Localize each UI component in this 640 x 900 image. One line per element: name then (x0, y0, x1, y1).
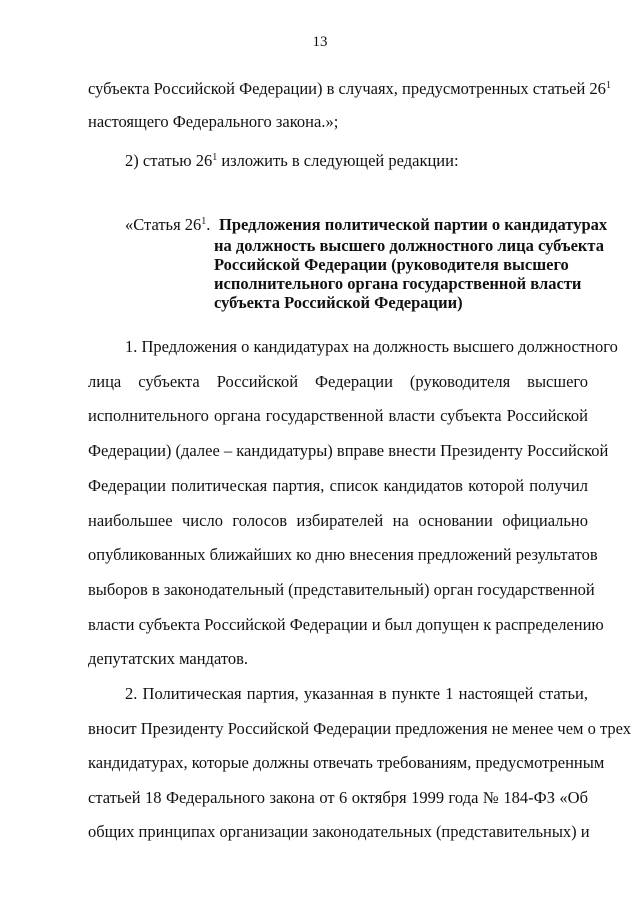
article-title-line: Российской Федерации (руководителя высшего (214, 255, 569, 274)
article-title-line: Предложения политической партии о кандидатурах (219, 215, 608, 234)
list-item-2 (125, 150, 459, 172)
article-title (214, 214, 608, 312)
paragraph-1-line: опубликованных ближайших ко дню внесения предложений результатов (88, 545, 598, 564)
paragraph-2-line: кандидатурах, которые должны отвечать требованиям, предусмотренным (88, 753, 605, 772)
paragraph-1-line: выборов в законодательный (представительный) орган государственной (88, 580, 595, 599)
article-title-line: субъекта Российской Федерации) (214, 293, 463, 312)
article-lead: «Статья 26 (125, 215, 202, 234)
paragraph-1-line: Федерации) (далее – кандидатуры) вправе внести Президенту Российской (88, 441, 609, 460)
paragraph-1-line: депутатских мандатов. (88, 649, 248, 668)
text-line-body: субъекта Российской Федерации) в случаях, предусмотренных статьей 26 (88, 79, 606, 98)
paragraph-2-line: статьей 18 Федерального закона от 6 октября 1999 года № 184-ФЗ «Об (88, 788, 588, 807)
paragraph-1-line: 1. Предложения о кандидатурах на должность высшего должностного (125, 337, 618, 356)
item-text-pre: 2) статью 26 (125, 151, 213, 170)
paragraph-2-line: 2. Политическая партия, указанная в пункте 1 настоящей статьи, (125, 684, 588, 703)
paragraph-2-line: вносит Президенту Российской Федерации предложения не менее чем о трех (88, 719, 631, 738)
text-line: настоящего Федерального закона.»; (88, 112, 339, 131)
article-title-line: на должность высшего должностного лица субъекта (214, 236, 604, 255)
paragraph-1-line: исполнительного органа государственной власти субъекта Российской (88, 406, 588, 425)
superscript: 1 (201, 216, 207, 227)
page-number: 13 (312, 34, 328, 50)
paragraph-1-line: Федерации политическая партия, список кандидатов которой получил (88, 476, 588, 495)
article-title-line: исполнительного органа государственной власти (214, 274, 582, 293)
article-lead-tail: . (206, 215, 211, 234)
superscript: 1 (605, 80, 611, 91)
paragraph-1-line: наибольшее число голосов избирателей на основании официально (88, 511, 588, 530)
text-line (88, 78, 611, 100)
article-number (125, 214, 210, 236)
superscript: 1 (212, 152, 218, 163)
paragraph-1-line: власти субъекта Российской Федерации и был допущен к распределению (88, 615, 604, 634)
paragraph-2-line: общих принципах организации законодательных (представительных) и (88, 822, 590, 841)
item-text-post: изложить в следующей редакции: (217, 151, 459, 170)
paragraph-1-line: лица субъекта Российской Федерации (руководителя высшего (88, 372, 588, 391)
